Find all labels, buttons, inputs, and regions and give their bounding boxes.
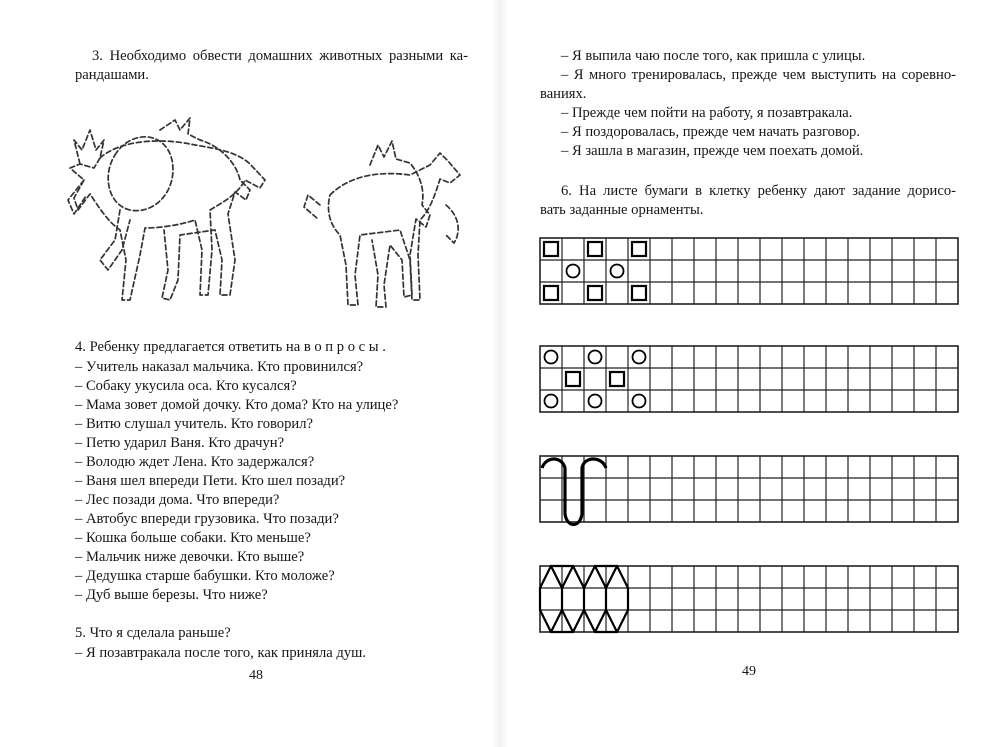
task3-line2: рандашами. bbox=[75, 67, 149, 83]
task6-line2: вать заданные орнаменты. bbox=[540, 202, 704, 218]
task5-answer-6: – Я зашла в магазин, прежде чем поехать домой. bbox=[561, 143, 864, 159]
ornament-square bbox=[632, 286, 646, 300]
task4-question-12: – Дедушка старше бабушки. Кто моложе? bbox=[75, 568, 335, 584]
task5-answer-3-line2: ваниях. bbox=[540, 86, 587, 102]
ornament-grid-2 bbox=[540, 346, 950, 416]
task5-answer-3-line1: – Я много тренировалась, прежде чем выступить на соревно- bbox=[561, 67, 956, 83]
task4-question-4: – Витю слушал учитель. Кто говорил? bbox=[75, 416, 313, 432]
task5-answer-5: – Я поздоровалась, прежде чем начать разговор. bbox=[561, 124, 860, 140]
ornament-square bbox=[544, 286, 558, 300]
task5-title: 5. Что я сделала раньше? bbox=[75, 625, 231, 641]
grid-border bbox=[540, 566, 958, 632]
task4-question-2: – Собаку укусила оса. Кто кусался? bbox=[75, 378, 297, 394]
task4-question-6: – Володю ждет Лена. Кто задержался? bbox=[75, 454, 315, 470]
task5-answer-2: – Я выпила чаю после того, как пришла с улицы. bbox=[561, 48, 866, 64]
task4-question-5: – Петю ударил Ваня. Кто драчун? bbox=[75, 435, 285, 451]
grid-border bbox=[540, 456, 958, 522]
ornament-circle bbox=[633, 351, 646, 364]
ornament-diamond bbox=[551, 566, 562, 632]
task4-question-7: – Ваня шел впереди Пети. Кто шел позади? bbox=[75, 473, 346, 489]
task4-question-3: – Мама зовет домой дочку. Кто дома? Кто на улице? bbox=[75, 397, 399, 413]
task4-question-1: – Учитель наказал мальчика. Кто провинился? bbox=[75, 359, 364, 375]
ornament-square bbox=[566, 372, 580, 386]
dashed-animals-left-illustration bbox=[60, 110, 280, 310]
ornament-circle bbox=[589, 351, 602, 364]
ornament-circle bbox=[545, 395, 558, 408]
task5-answer-1: – Я позавтракала после того, как приняла душ. bbox=[75, 645, 367, 661]
ornament-wave bbox=[542, 459, 606, 525]
ornament-circle bbox=[567, 265, 580, 278]
ornament-diamond bbox=[606, 566, 617, 632]
ornament-diamond bbox=[584, 566, 606, 632]
ornament-diamond bbox=[606, 566, 628, 632]
ornament-diamond bbox=[562, 566, 573, 632]
grid-lines bbox=[540, 566, 958, 632]
dashed-animals-right-illustration bbox=[300, 135, 470, 310]
ornament-grid-4 bbox=[540, 566, 950, 636]
ornament-pattern bbox=[545, 351, 646, 408]
ornament-square bbox=[544, 242, 558, 256]
task6-line1: 6. На листе бумаги в клетку ребенку дают задание дорисо- bbox=[561, 183, 956, 199]
grid-border bbox=[540, 346, 958, 412]
task4-question-10: – Кошка больше собаки. Кто меньше? bbox=[75, 530, 311, 546]
grid-lines bbox=[540, 346, 958, 412]
ornament-square bbox=[588, 242, 602, 256]
task3-line1: 3. Необходимо обвести домашних животных разными ка- bbox=[92, 48, 468, 64]
task4-intro: 4. Ребенку предлагается ответить на в о п р о с ы . bbox=[75, 339, 386, 355]
task4-question-8: – Лес позади дома. Что впереди? bbox=[75, 492, 280, 508]
ornament-pattern bbox=[544, 242, 646, 300]
ornament-circle bbox=[545, 351, 558, 364]
task4-question-11: – Мальчик ниже девочки. Кто выше? bbox=[75, 549, 305, 565]
ornament-square bbox=[610, 372, 624, 386]
ornament-square bbox=[632, 242, 646, 256]
ornament-grid-3 bbox=[540, 456, 950, 526]
task5-answer-4: – Прежде чем пойти на работу, я позавтракала. bbox=[561, 105, 853, 121]
page-number-right: 49 bbox=[742, 664, 756, 679]
task4-question-13: – Дуб выше березы. Что ниже? bbox=[75, 587, 268, 603]
ornament-circle bbox=[589, 395, 602, 408]
ornament-diamond bbox=[595, 566, 606, 632]
ornament-square bbox=[588, 286, 602, 300]
ornament-grid-1 bbox=[540, 238, 950, 308]
task4-question-9: – Автобус впереди грузовика. Что позади? bbox=[75, 511, 339, 527]
grid-lines bbox=[540, 456, 958, 522]
ornament-circle bbox=[633, 395, 646, 408]
page-number-left: 48 bbox=[249, 668, 263, 683]
ornament-circle bbox=[611, 265, 624, 278]
